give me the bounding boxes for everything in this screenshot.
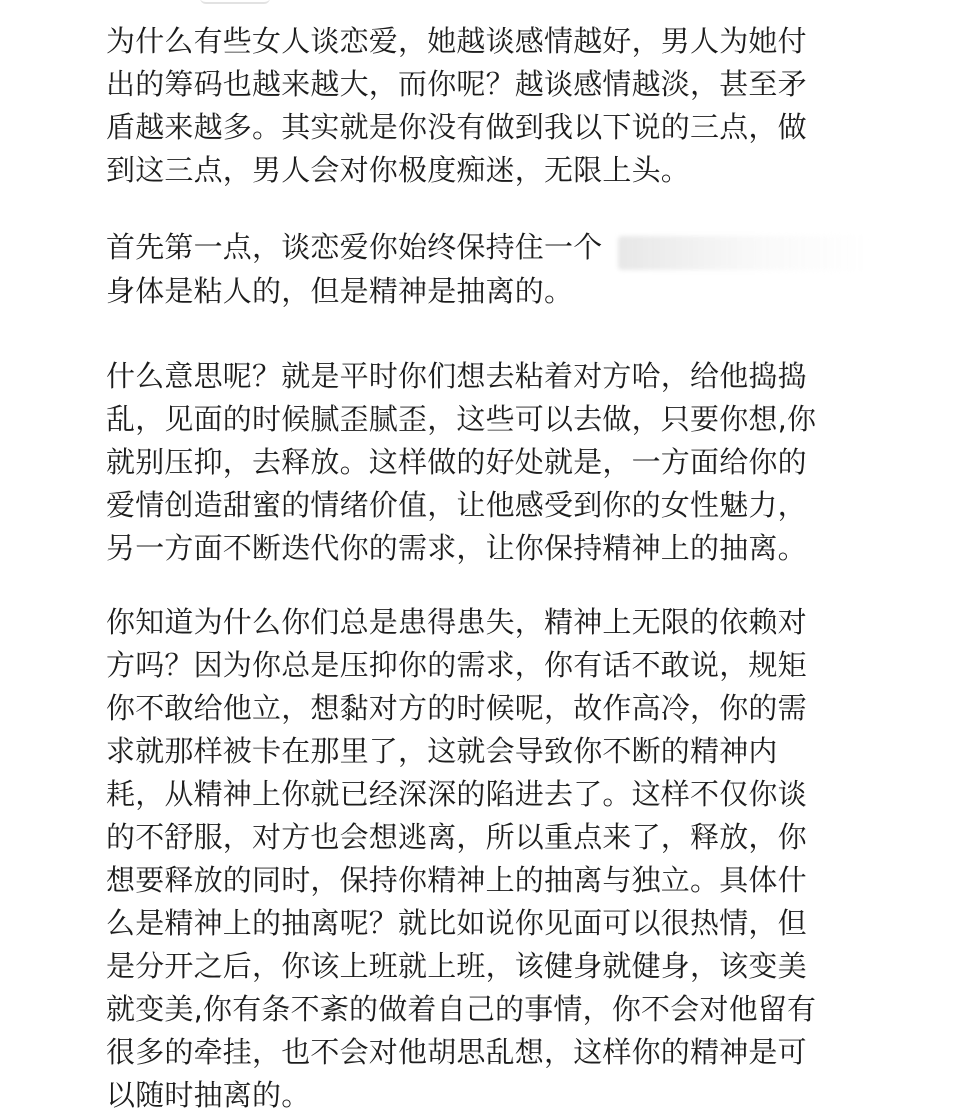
paragraph-3-line-2: 乱，见面的时候腻歪腻歪，这些可以去做，只要你想,你	[106, 402, 817, 436]
paragraph-4-line-3: 你不敢给他立，想黏对方的时候呢，故作高冷，你的需	[106, 691, 807, 725]
paragraph-3-line-3: 就别压抑，去释放。这样做的好处就是，一方面给你的	[106, 445, 807, 479]
paragraph-4-line-6: 的不舒服，对方也会想逃离，所以重点来了，释放，你	[106, 820, 807, 854]
paragraph-2-line-2: 身体是粘人的，但是精神是抽离的。	[106, 274, 574, 308]
paragraph-3-line-1: 什么意思呢？就是平时你们想去粘着对方哈，给他捣捣	[106, 359, 807, 393]
blurred-redaction	[618, 236, 870, 270]
paragraph-1-line-3: 盾越来越多。其实就是你没有做到我以下说的三点，做	[106, 110, 807, 144]
paragraph-4-line-11: 很多的牵挂，也不会对他胡思乱想，这样你的精神是可	[106, 1035, 807, 1069]
paragraph-4-line-5: 耗，从精神上你就已经深深的陷进去了。这样不仅你谈	[106, 777, 807, 811]
paragraph-4-line-7: 想要释放的同时，保持你精神上的抽离与独立。具体什	[106, 863, 807, 897]
paragraph-4-line-2: 方吗？因为你总是压抑你的需求，你有话不敢说，规矩	[106, 648, 807, 682]
paragraph-3-line-5: 另一方面不断迭代你的需求，让你保持精神上的抽离。	[106, 531, 807, 565]
paragraph-4-line-8: 么是精神上的抽离呢？就比如说你见面可以很热情，但	[106, 906, 807, 940]
paragraph-4-line-4: 求就那样被卡在那里了，这就会导致你不断的精神内	[106, 734, 778, 768]
paragraph-1-line-1: 为什么有些女人谈恋爱，她越谈感情越好，男人为她付	[106, 24, 807, 58]
paragraph-4-line-1: 你知道为什么你们总是患得患失，精神上无限的依赖对	[106, 605, 807, 639]
paragraph-3-line-4: 爱情创造甜蜜的情绪价值，让他感受到你的女性魅力，	[106, 488, 807, 522]
paragraph-4-line-12: 以随时抽离的。	[106, 1078, 311, 1112]
paragraph-4-line-10: 就变美,你有条不紊的做着自己的事情，你不会对他留有	[106, 992, 817, 1026]
paragraph-2-line-1: 首先第一点，谈恋爱你始终保持住一个	[106, 230, 603, 264]
paragraph-4-line-9: 是分开之后，你该上班就上班，该健身就健身，该变美	[106, 949, 807, 983]
paragraph-1-line-4: 到这三点，男人会对你极度痴迷，无限上头。	[106, 153, 691, 187]
paragraph-1-line-2: 出的筹码也越来越大，而你呢？越谈感情越淡，甚至矛	[106, 67, 807, 101]
cropped-text-fragment	[200, 0, 270, 4]
